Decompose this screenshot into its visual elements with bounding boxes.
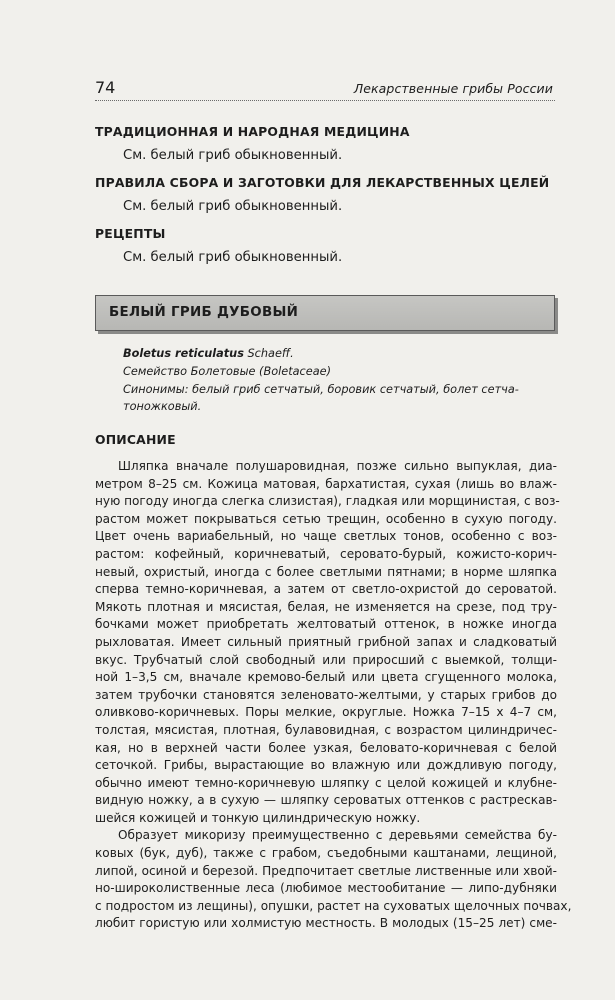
text-line: видную ножку, а в сухую — шляпку сероватых оттенков с растрескав-	[95, 793, 557, 808]
text-line: ной 1–3,5 см, вначале кремово-белый или цвета сгущенного молока,	[95, 670, 557, 685]
text-line: затем трубочки становятся зеленовато-желтыми, у старых грибов до	[95, 687, 557, 702]
text-line: толстая, мясистая, плотная, булавовидная, с возрастом цилиндричес-	[95, 722, 557, 737]
text-line: шейся кожицей и тонкую цилиндрическую ножку.	[95, 810, 421, 825]
family-line: Семейство Болетовые (Boletaceae)	[123, 364, 331, 378]
text-line: Образует микоризу преимущественно с деревьями семейства бу-	[118, 828, 557, 843]
latin-author: Schaeff.	[243, 347, 294, 360]
page-header	[95, 78, 555, 101]
heading-traditional-medicine: ТРАДИЦИОННАЯ И НАРОДНАЯ МЕДИЦИНА	[95, 124, 410, 139]
text-line: бочками может приобретать желтоватый оттенок, в ножке иногда	[95, 617, 557, 632]
species-title-banner	[95, 295, 555, 331]
heading-collection-rules: ПРАВИЛА СБОРА И ЗАГОТОВКИ ДЛЯ ЛЕКАРСТВЕННЫХ ЦЕЛЕЙ	[95, 175, 550, 190]
text-line: Цвет очень вариабельный, но чаще светлых тонов, особенно с воз-	[95, 529, 557, 544]
text-line: кая, но в верхней части более узкая, беловато-коричневая с белой	[95, 740, 557, 755]
latin-name: Boletus reticulatus	[123, 347, 244, 360]
text-line: вкус. Трубчатый слой свободный или приросший с выемкой, толщи-	[95, 652, 557, 667]
text-line: рыхловатая. Имеет сильный приятный грибной запах и сладковатый	[95, 634, 557, 649]
see-reference-text: См. белый гриб обыкновенный.	[123, 250, 343, 265]
text-line: сеточкой. Грибы, вырастающие во влажную или дождливую погоду,	[95, 758, 557, 773]
text-line: оливково-коричневых. Поры мелкие, округлые. Ножка 7–15 x 4–7 см,	[95, 705, 557, 720]
heading-recipes: РЕЦЕПТЫ	[95, 226, 166, 241]
heading-description: ОПИСАНИЕ	[95, 432, 176, 447]
see-reference-text: См. белый гриб обыкновенный.	[123, 148, 343, 163]
text-line: ковых (бук, дуб), также с грабом, съедобными каштанами, лещиной,	[95, 846, 557, 861]
text-line: обычно имеют темно-коричневую шляпку с целой кожицей и клубне-	[95, 775, 557, 790]
running-title: Лекарственные грибы России	[353, 81, 553, 96]
synonyms-line: тоножковый.	[123, 400, 202, 414]
text-line: любит гористую или холмистую местность. В молодых (15–25 лет) сме-	[95, 916, 557, 931]
text-line: сперва темно-коричневая, а затем от светло-охристой до сероватой.	[95, 582, 557, 597]
text-line: с подростом из лещины), опушки, растет на суховатых щелочных почвах,	[95, 898, 572, 913]
see-reference-text: См. белый гриб обыкновенный.	[123, 199, 343, 214]
species-title: БЕЛЫЙ ГРИБ ДУБОВЫЙ	[109, 305, 299, 320]
species-latin-line	[123, 345, 563, 363]
page-number: 74	[95, 78, 116, 97]
text-line: растом может покрываться сетью трещин, особенно в сухую погоду.	[95, 511, 557, 526]
description-text	[95, 458, 572, 933]
text-line: липой, осиной и березой. Предпочитает светлые лиственные или хвой-	[95, 863, 557, 878]
text-line: ную погоду иногда слегка слизистая), гладкая или морщинистая, с воз-	[95, 494, 560, 509]
taxonomy-block	[123, 345, 563, 416]
text-line: Мякоть плотная и мясистая, белая, не изменяется на срезе, под тру-	[95, 599, 557, 614]
text-line: невый, охристый, иногда с более светлыми пятнами; в норме шляпка	[95, 564, 557, 579]
text-line: но-широколиственные леса (любимое местообитание — липо-дубняки	[95, 881, 557, 896]
text-line: Шляпка вначале полушаровидная, позже сильно выпуклая, диа-	[118, 459, 557, 473]
text-line: метром 8–25 см. Кожица матовая, бархатистая, сухая (лишь во влаж-	[95, 476, 557, 491]
synonyms-line: Синонимы: белый гриб сетчатый, боровик сетчатый, болет сетча-	[123, 382, 519, 396]
text-line: растом: кофейный, коричневатый, серовато-бурый, кожисто-корич-	[95, 546, 557, 561]
